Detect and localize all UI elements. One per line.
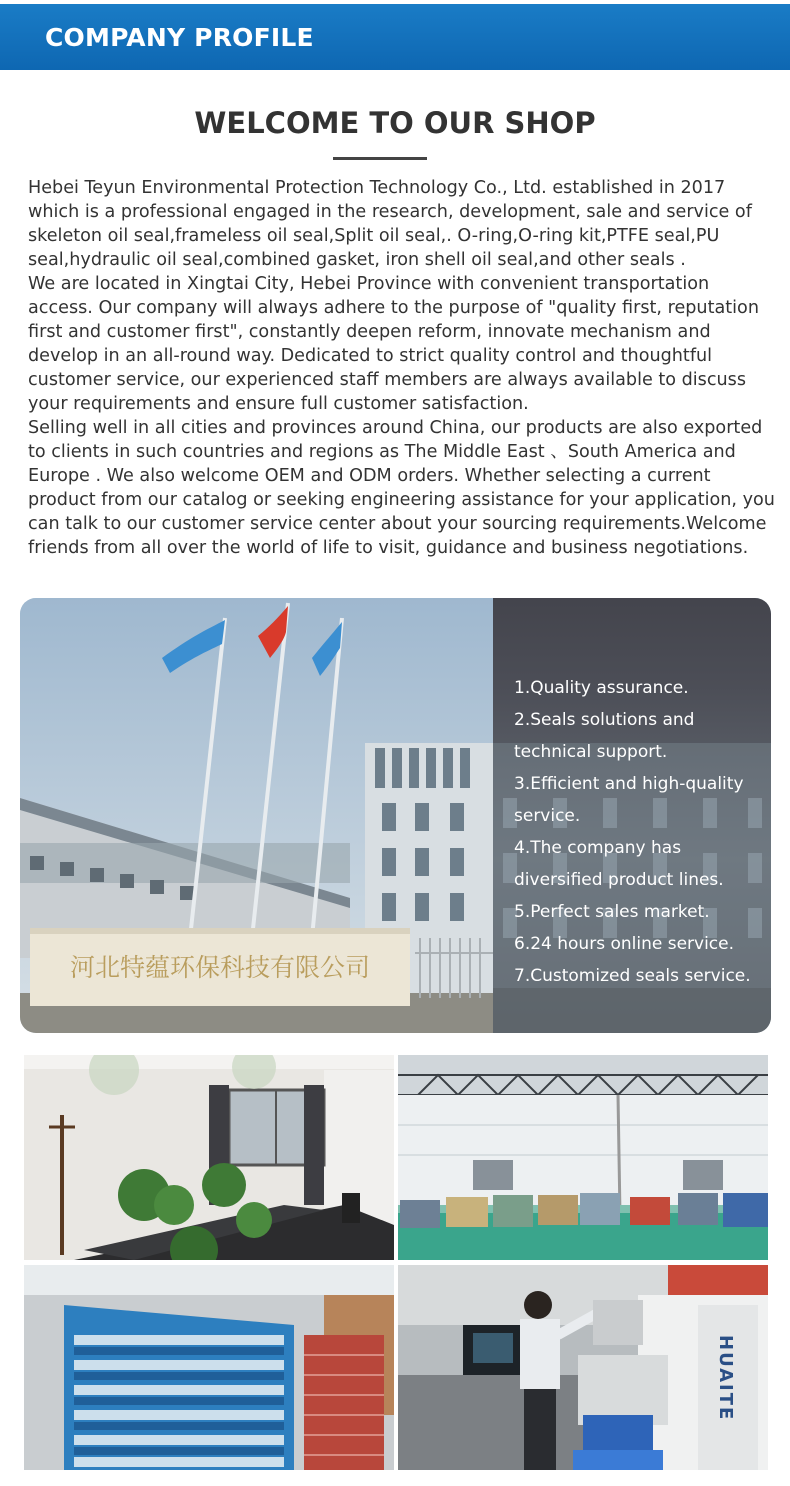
company-intro xyxy=(28,176,778,560)
company-gate-photo xyxy=(20,598,493,1033)
intro-paragraph: Selling well in all cities and provinces around China, our products are also exported to clients in such countries and regions as The Middle East 、South America and Europe . We also welcome OEM and ODM orders. Whether selecting a current product from our catalog or seeking engineering assistance for your application, you can talk to our customer service center about your sourcing requirements.Welcome friends from all over the world of life to visit, guidance and business negotiations. xyxy=(28,418,775,558)
advantage-item: 2.Seals solutions and technical support. xyxy=(514,710,695,762)
advantage-item: 6.24 hours online service. xyxy=(514,934,735,954)
advantages-panel xyxy=(493,598,771,1033)
advantage-item: 7.Customized seals service. xyxy=(514,966,751,986)
intro-paragraph: Hebei Teyun Environmental Protection Technology Co., Ltd. established in 2017 which is a professional engaged in the research, development, sale and service of skeleton oil seal,frameless oil seal,Split oil seal,. O-ring,O-ring kit,PTFE seal,PU seal,hydraulic oil seal,combined gasket, iron shell oil seal,and other seals . xyxy=(28,178,752,270)
stock-photo xyxy=(24,1265,394,1470)
advantage-item: 5.Perfect sales market. xyxy=(514,902,710,922)
office-photo xyxy=(24,1055,394,1260)
warehouse-photo xyxy=(398,1055,768,1260)
machine-brand-text: HUAITE xyxy=(715,1335,736,1422)
intro-paragraph: We are located in Xingtai City, Hebei Province with convenient transportation access. Our company will always adhere to the purpose of "quality first, reputation first and customer first", constantly deepen reform, innovate mechanism and develop in an all-round way. Dedicated to strict quality control and thoughtful customer service, our experienced staff members are always available to discuss your requirements and ensure full customer satisfaction. xyxy=(28,274,759,414)
company-sign-text: 河北特蕴环保科技有限公司 xyxy=(69,953,371,982)
machine-photo xyxy=(398,1265,768,1470)
section-header-bar xyxy=(0,4,790,70)
title-underline-divider xyxy=(333,157,427,160)
company-feature-block xyxy=(20,598,771,1033)
advantages-list xyxy=(514,672,764,992)
advantage-item: 1.Quality assurance. xyxy=(514,678,689,698)
advantage-item: 4.The company has diversified product lines. xyxy=(514,838,724,890)
section-header-title: COMPANY PROFILE xyxy=(45,23,314,52)
advantage-item: 3.Efficient and high-quality service. xyxy=(514,774,744,826)
page-title: WELCOME TO OUR SHOP xyxy=(194,106,596,140)
